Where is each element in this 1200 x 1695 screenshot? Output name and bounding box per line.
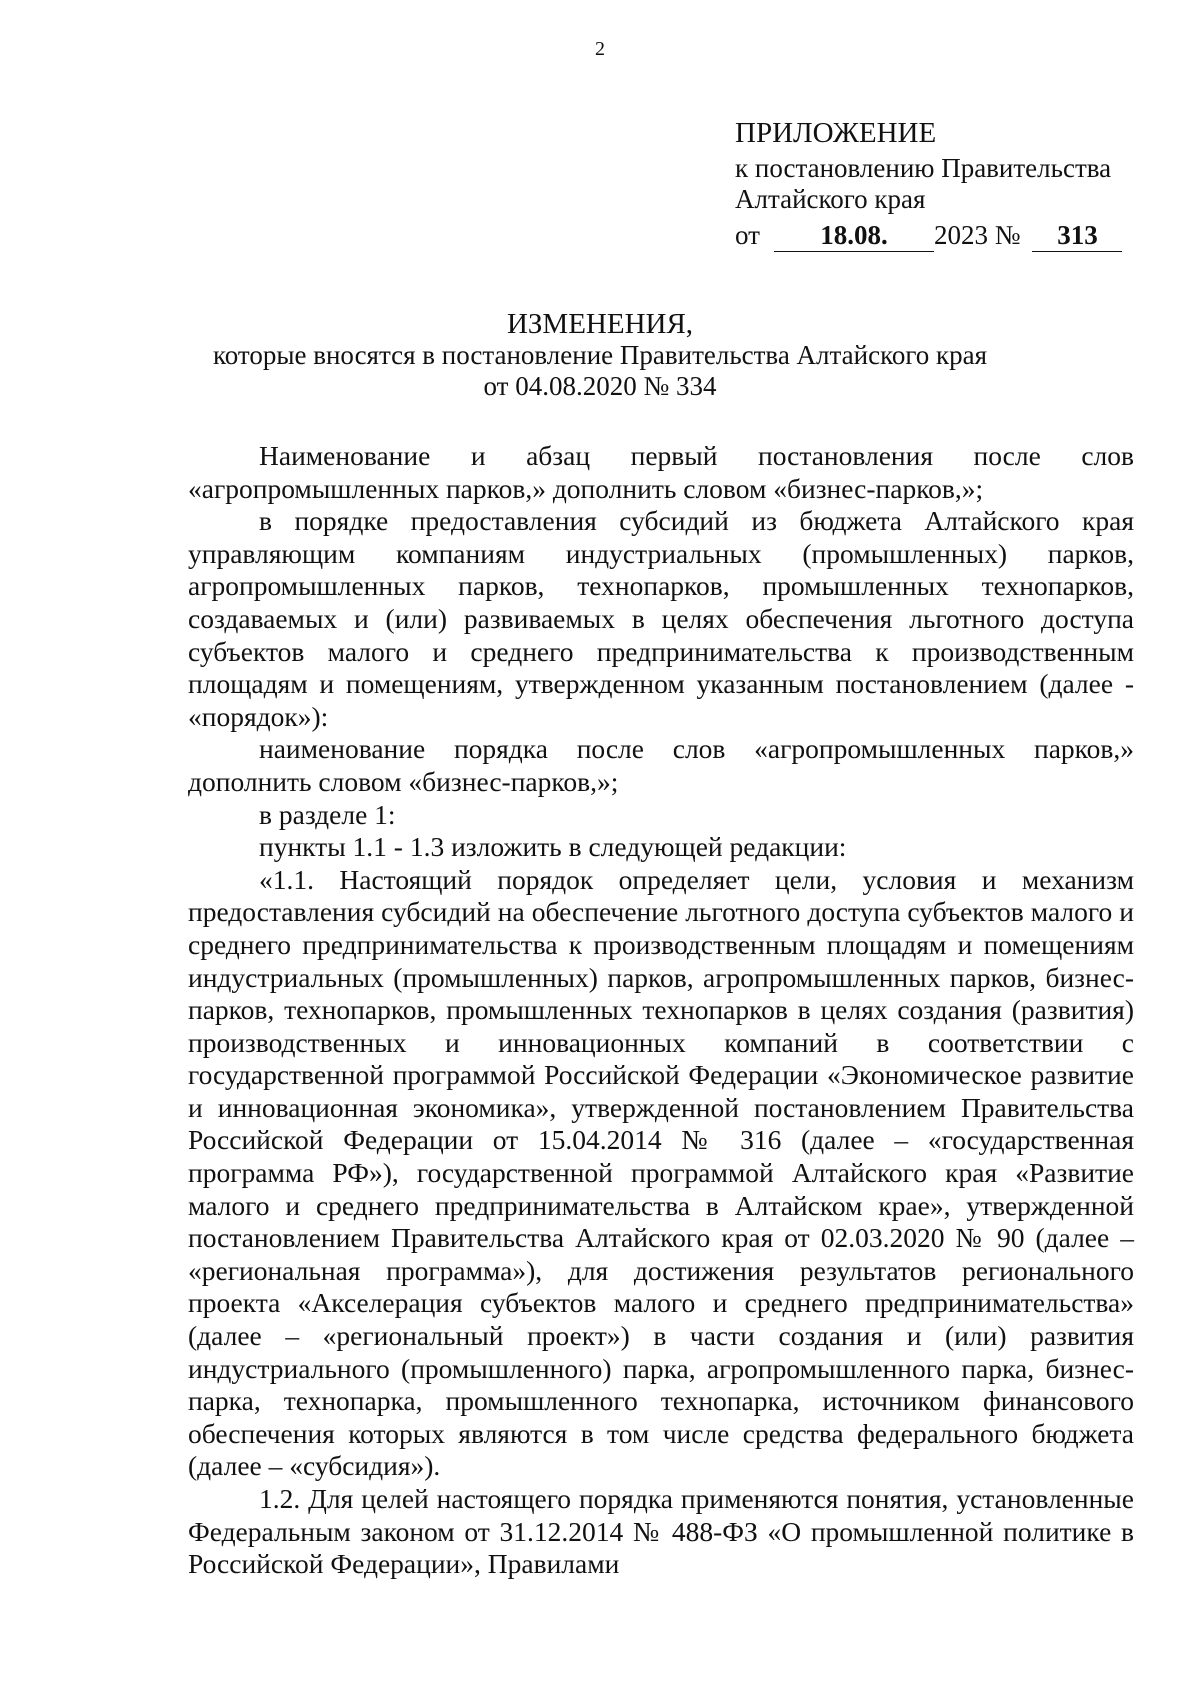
- paragraph: «1.1. Настоящий порядок определяет цели, условия и механизм предоставления субсидий на обеспечение льготного доступа субъектов малого и среднего предпринимательства к производственным площадям и помещениям индустриальных (промышленных) парков, агропромышленных парков, бизнес-парков, технопарков, промышленных технопарков в целях создания (развития) производственных и инновационных компаний в соответствии с государственной программой Российской Федерации «Экономическое развитие и инновационная экономика», утвержденной постановлением Правительства Российской Федерации от 15.04.2014 № 316 (далее – «государственная программа РФ»), государственной программой Алтайского края «Развитие малого и среднего предпринимательства в Алтайском крае», утвержденной постановлением Правительства Алтайского края от 02.03.2020 № 90 (далее – «региональная программа»), для достижения результатов регионального проекта «Акселерация субъектов малого и среднего предпринимательства» (далее – «региональный проект») в части создания и (или) развития индустриального (промышленного) парка, агропромышленного парка, бизнес-парка, технопарка, промышленного технопарка, источником финансового обеспечения которых являются в том числе средства федерального бюджета (далее – «субсидия»).: [188, 863, 1134, 1482]
- heading-title: ИЗМЕНЕНИЯ,: [506, 308, 694, 340]
- resolution-number: 313: [1032, 220, 1122, 252]
- paragraph: в порядке предоставления субсидий из бюджета Алтайского края управляющим компаниям индустриальных (промышленных) парков, агропромышленных парков, технопарков, промышленных технопарков, создаваемых и (или) развиваемых в целях обеспечения льготного доступа субъектов малого и среднего предпринимательства к производственным площадям и помещениям, утвержденном указанным постановлением (далее - «порядок»):: [188, 505, 1134, 732]
- appendix-line-1: к постановлению Правительства: [735, 153, 1112, 183]
- appendix-line-2: Алтайского края: [735, 184, 926, 214]
- document-body: [188, 440, 1134, 1581]
- document-heading: [0, 309, 1200, 402]
- heading-subtitle: которые вносятся в постановление Правительства Алтайского края: [212, 340, 987, 370]
- appendix-title: ПРИЛОЖЕНИЕ: [735, 117, 937, 149]
- appendix-block: [735, 118, 1145, 252]
- page-number: 2: [595, 38, 605, 60]
- appendix-date-line: [735, 220, 1145, 252]
- from-label: от: [735, 220, 760, 250]
- paragraph: пункты 1.1 - 1.3 изложить в следующей редакции:: [259, 831, 847, 863]
- year-label: 2023 №: [933, 220, 1021, 250]
- resolution-date: 18.08.: [774, 220, 934, 252]
- paragraph: Наименование и абзац первый постановления после слов «агропромышленных парков,» дополнить словом «бизнес-парков,»;: [188, 440, 1134, 504]
- heading-subtitle-date: от 04.08.2020 № 334: [483, 371, 717, 401]
- paragraph: наименование порядка после слов «агропромышленных парков,» дополнить словом «бизнес-парков,»;: [188, 733, 1134, 797]
- paragraph: в разделе 1:: [259, 798, 396, 830]
- paragraph: 1.2. Для целей настоящего порядка применяются понятия, установленные Федеральным законом от 31.12.2014 № 488-ФЗ «О промышленной политике в Российской Федерации», Правилами: [188, 1483, 1134, 1580]
